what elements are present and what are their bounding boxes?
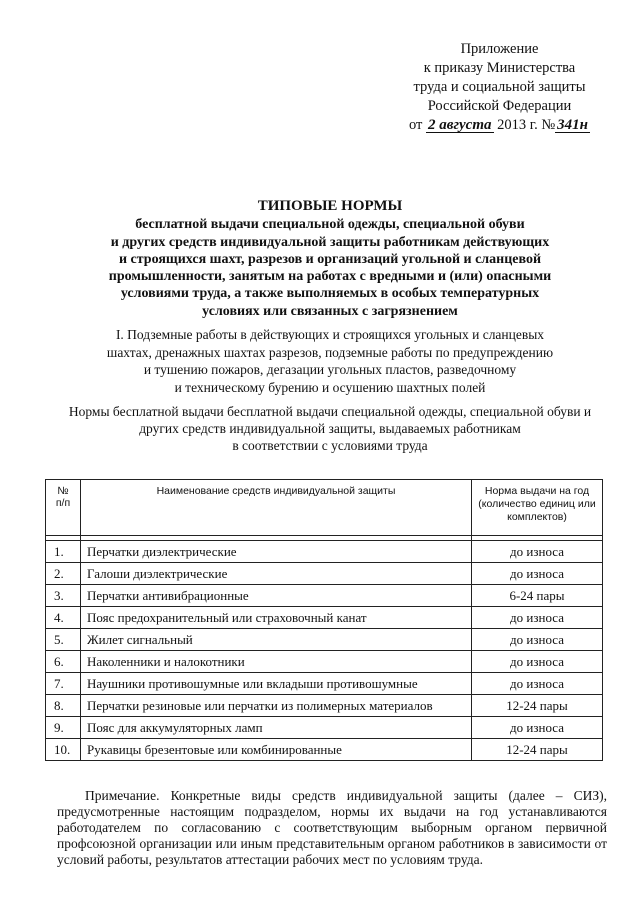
- note-text: Примечание. Конкретные виды средств индивидуальной защиты (далее – СИЗ), предусмотренные настоящим подразделом, нормы их выдачи на год устанавливаются работодателем по согласованию с соответствующим выборным органом первичной профсоюзной организации или иным представительным органом работников в зависимости от условий работы, результатов аттестации рабочих мест по условиям труда.: [57, 788, 607, 867]
- appendix-block: [392, 40, 607, 135]
- cell-norm: до износа: [472, 607, 603, 629]
- cell-norm: 12-24 пары: [472, 739, 603, 761]
- date-prefix: от: [409, 117, 423, 133]
- title-line: и строящихся шахт, разрезов и организаций угольной и сланцевой: [118, 251, 542, 267]
- cell-name: Галоши диэлектрические: [81, 563, 472, 585]
- cell-num: 10.: [46, 739, 81, 761]
- header-norm: Норма выдачи на год (количество единиц или комплектов): [472, 480, 603, 536]
- section-line: I. Подземные работы в действующих и строящихся угольных и сланцевых: [115, 327, 545, 342]
- table-row: [46, 695, 603, 717]
- title-line: промышленности, занятым на работах с вредными и (или) опасными: [108, 269, 552, 285]
- header-num: № п/п: [46, 480, 81, 536]
- note-block: [57, 788, 607, 868]
- cell-norm: до износа: [472, 651, 603, 673]
- table-row: [46, 739, 603, 761]
- cell-name: Наушники противошумные или вкладыши противошумные: [81, 673, 472, 695]
- table-row: [46, 629, 603, 651]
- cell-name: Перчатки антивибрационные: [81, 585, 472, 607]
- table-row: [46, 563, 603, 585]
- cell-name: Наколенники и налокотники: [81, 651, 472, 673]
- cell-num: 4.: [46, 607, 81, 629]
- ppe-norms-table: [45, 479, 603, 761]
- table-header-row: [46, 480, 603, 536]
- cell-norm: до износа: [472, 541, 603, 563]
- appendix-line: к приказу Министерства: [423, 60, 576, 76]
- cell-name: Перчатки диэлектрические: [81, 541, 472, 563]
- norms-line: Нормы бесплатной выдачи бесплатной выдачи специальной одежды, специальной обуви и: [68, 404, 592, 419]
- year-text: 2013 г. №: [497, 117, 556, 133]
- title-line: и других средств индивидуальной защиты работникам действующих: [110, 234, 550, 250]
- document-title: [60, 198, 600, 320]
- cell-num: 1.: [46, 541, 81, 563]
- table-row: [46, 651, 603, 673]
- table-row: [46, 541, 603, 563]
- cell-name: Рукавицы брезентовые или комбинированные: [81, 739, 472, 761]
- cell-num: 3.: [46, 585, 81, 607]
- appendix-line: Российской Федерации: [427, 98, 572, 114]
- norms-heading: [40, 403, 620, 454]
- section-line: шахтах, дренажных шахтах разрезов, подземные работы по предупреждению: [106, 344, 554, 360]
- handwritten-date: 2 августа: [428, 117, 492, 133]
- order-date-line: [392, 116, 607, 135]
- table-row: [46, 717, 603, 739]
- cell-norm: 12-24 пары: [472, 695, 603, 717]
- table-row: [46, 673, 603, 695]
- title-main: ТИПОВЫЕ НОРМЫ: [257, 198, 403, 214]
- cell-name: Жилет сигнальный: [81, 629, 472, 651]
- norms-line: в соответствии с условиями труда: [232, 438, 428, 453]
- cell-num: 5.: [46, 629, 81, 651]
- cell-num: 7.: [46, 673, 81, 695]
- cell-num: 6.: [46, 651, 81, 673]
- cell-name: Перчатки резиновые или перчатки из полимерных материалов: [81, 695, 472, 717]
- cell-num: 9.: [46, 717, 81, 739]
- cell-norm: до износа: [472, 673, 603, 695]
- cell-name: Пояс предохранительный или страховочный канат: [81, 607, 472, 629]
- section-line: и техническому бурению и осушению шахтных полей: [174, 379, 486, 395]
- cell-norm: до износа: [472, 629, 603, 651]
- section-line: и тушению пожаров, дегазации угольных пластов, разведочному: [143, 362, 517, 377]
- title-line: бесплатной выдачи специальной одежды, специальной обуви: [135, 217, 525, 233]
- cell-norm: до износа: [472, 563, 603, 585]
- table-row: [46, 607, 603, 629]
- cell-num: 8.: [46, 695, 81, 717]
- cell-num: 2.: [46, 563, 81, 585]
- title-line: условиях или связанных с загрязнением: [202, 303, 458, 319]
- cell-norm: до износа: [472, 717, 603, 739]
- header-name: Наименование средств индивидуальной защиты: [81, 480, 472, 536]
- title-line: условиями труда, а также выполняемых в особых температурных: [120, 286, 540, 302]
- section-heading: [70, 326, 590, 396]
- cell-norm: 6-24 пары: [472, 585, 603, 607]
- cell-name: Пояс для аккумуляторных ламп: [81, 717, 472, 739]
- table-row: [46, 585, 603, 607]
- handwritten-order-number: 341н: [557, 117, 588, 133]
- appendix-line: Приложение: [460, 41, 539, 57]
- appendix-line: труда и социальной защиты: [413, 79, 586, 95]
- norms-line: других средств индивидуальной защиты, выдаваемых работникам: [139, 421, 521, 436]
